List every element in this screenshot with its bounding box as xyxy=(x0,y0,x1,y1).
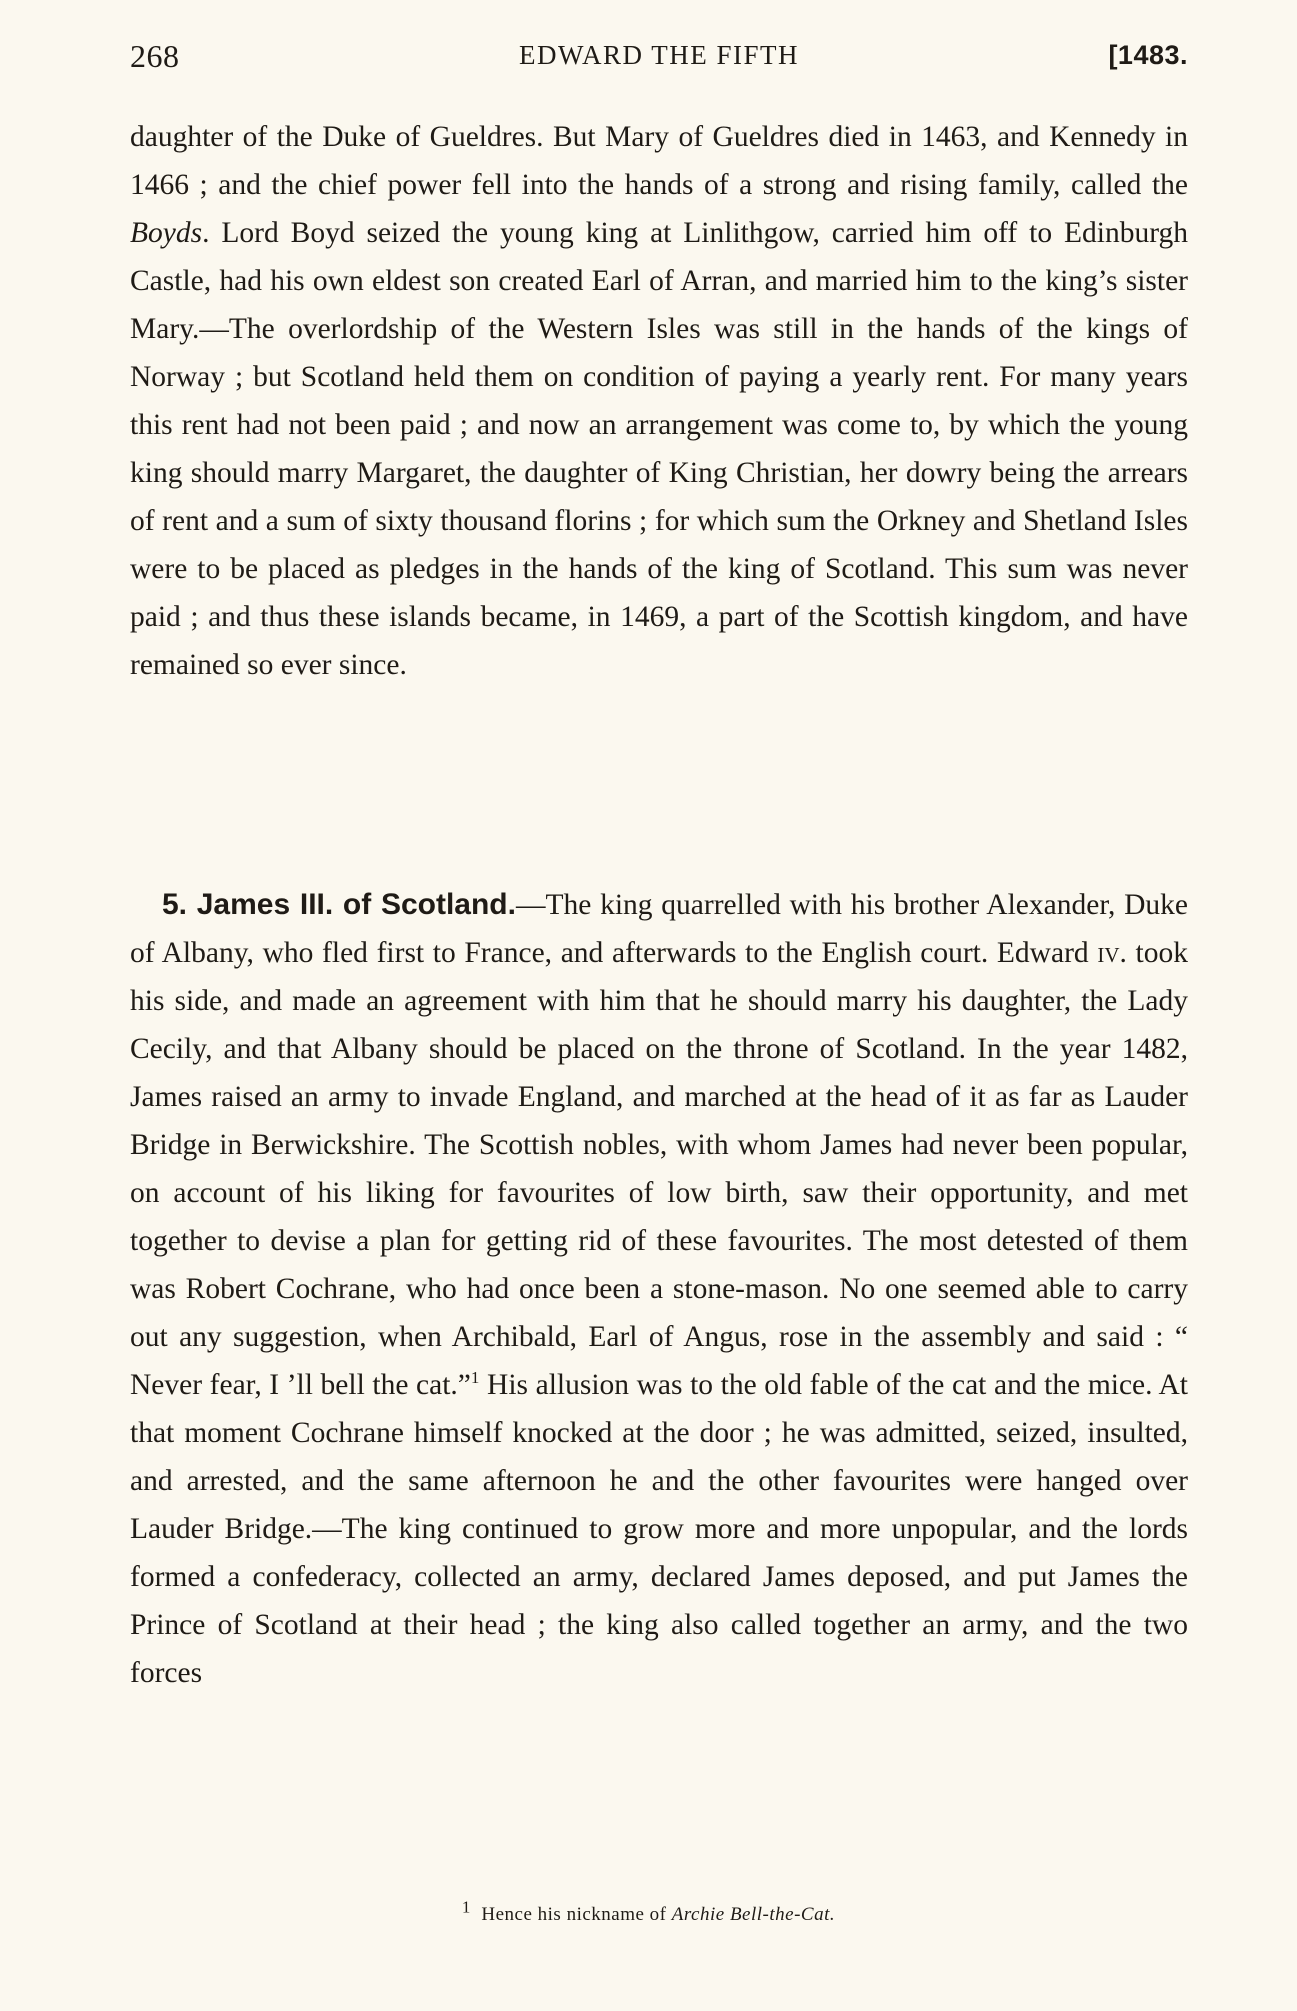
paragraph-james-iii xyxy=(130,881,1188,1697)
chapter-title: EDWARD THE FIFTH xyxy=(519,40,799,70)
paragraph-text: . Lord Boyd seized the young king at Linlithgow, carried him off to Edinburgh Castle, had his own eldest son created Earl of Arran, and married him to the king’s sister Mary.—The overlordship of the Western Isles was still in the hands of the kings of Norway ; but Scotland held them on condition of paying a yearly rent. For many years this rent had not been paid ; and now an arrangement was come to, by which the young king should marry Margaret, the daughter of King Christian, her dowry being the arrears of rent and a sum of sixty thousand florins ; for which sum the Orkney and Shetland Isles were to be placed as pledges in the hands of the king of Scotland. This sum was never paid ; and thus these islands became, in 1469, a part of the Scottish kingdom, and have remained so ever since. xyxy=(130,217,1188,681)
footnote-text: Hence his nickname of xyxy=(481,1904,672,1925)
footnote xyxy=(0,1897,1297,1926)
running-header xyxy=(130,38,1188,78)
page-number: 268 xyxy=(130,38,180,74)
header-year: [1483. xyxy=(1108,40,1188,70)
footnote-reference: 1 xyxy=(470,1368,480,1388)
footnote-marker: 1 xyxy=(461,1897,471,1917)
italic-term-boyds: Boyds xyxy=(130,217,203,249)
paragraph-text: daughter of the Duke of Gueldres. But Mary of Gueldres died in 1463, and Kennedy in 1466 ; and the chief power fell into the hands of a strong and rising family, called the xyxy=(130,121,1188,201)
section-heading: 5. James III. of Scotland. xyxy=(162,888,516,921)
paragraph-text: took his side, and made an agreement with him that he should marry his daughter, the Lady Cecily, and that Albany should be placed on the throne of Scotland. In the year 1482, James raised an army to invade England, and marched at the head of it as far as Lauder Bridge in Berwickshire. The Scottish nobles, with whom James had never been popular, on account of his liking for favourites of low birth, saw their opportunity, and met together to devise a plan for getting rid of these favourites. The most detested of them was Robert Cochrane, who had once been a stone-mason. No one seemed able to carry out any suggestion, when Archibald, Earl of Angus, rose in the assembly and said : “ Never fear, I ’ll bell the cat.” xyxy=(130,937,1188,1401)
paragraph-boyds-and-isles xyxy=(130,113,1188,689)
regnal-numeral: iv. xyxy=(1097,937,1127,969)
footnote-nickname: Archie Bell-the-Cat. xyxy=(671,1904,836,1925)
paragraph-text: His allusion was to the old fable of the cat and the mice. At that moment Cochrane himself knocked at the door ; he was admitted, seized, insulted, and arrested, and the same afternoon he and the other favourites were hanged over Lauder Bridge.—The king continued to grow more and more unpopular, and the lords formed a confederacy, collected an army, declared James deposed, and put James the Prince of Scotland at their head ; the king also called together an army, and the two forces xyxy=(130,1369,1188,1689)
paragraph-text: —The king quarrelled with his brother Alexander, Duke of Albany, who fled first to France, and afterwards to the English court. Edward xyxy=(130,889,1188,969)
